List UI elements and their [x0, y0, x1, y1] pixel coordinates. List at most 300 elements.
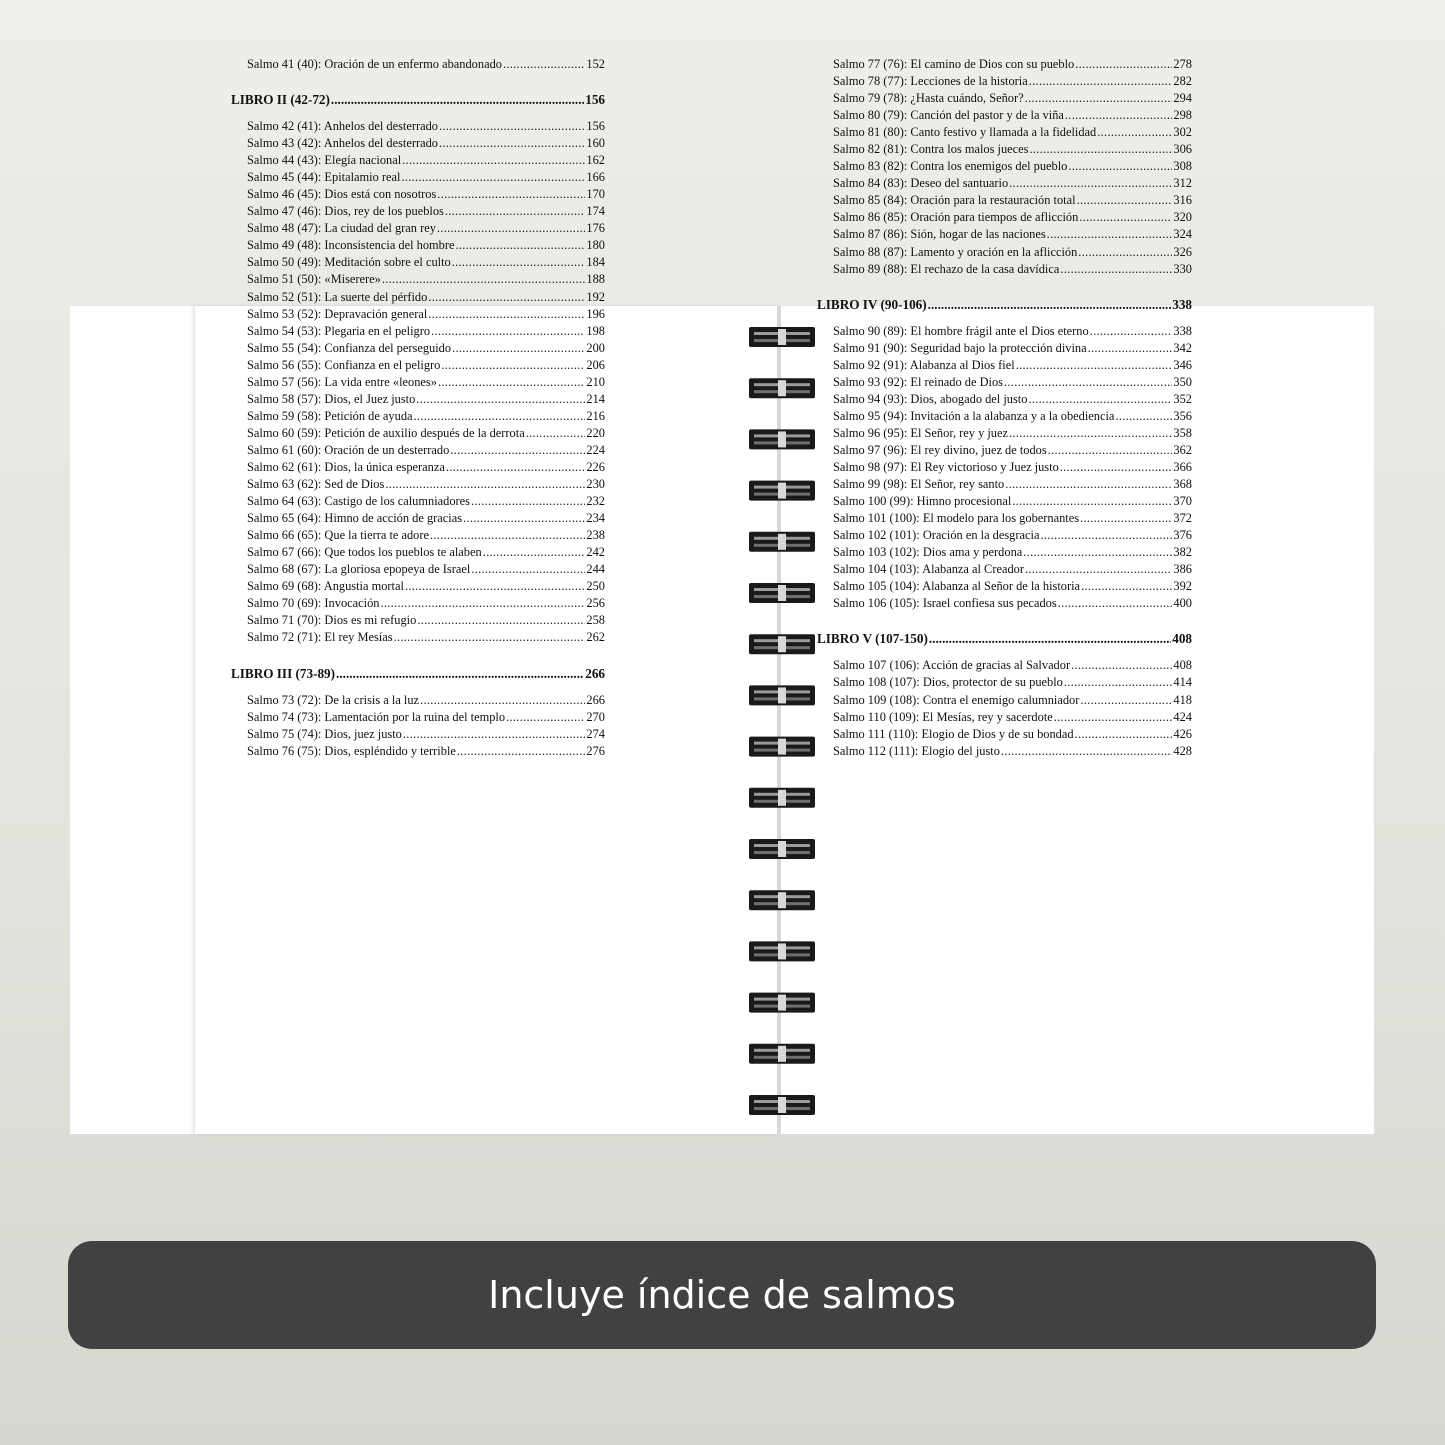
toc-entry-page: 376: [1173, 528, 1192, 543]
dot-leader: [1071, 657, 1172, 674]
toc-entry: [817, 90, 1192, 107]
toc-entry-page: 350: [1173, 374, 1192, 389]
toc-entry-page: 418: [1173, 692, 1192, 707]
toc-entry-label: Salmo 99 (98): El Señor, rey santo: [833, 477, 1005, 492]
dot-leader: [331, 91, 584, 108]
toc-entry-label: Salmo 45 (44): Epitalamio real: [247, 170, 401, 185]
book-heading: [231, 665, 605, 682]
toc-entry: [817, 340, 1192, 357]
toc-entry-label: Salmo 70 (69): Invocación: [247, 596, 380, 611]
toc-entry-label: Salmo 96 (95): El Señor, rey y juez: [833, 425, 1008, 440]
toc-entry: [817, 244, 1192, 261]
toc-entry-label: Salmo 41 (40): Oración de un enfermo abandonado: [247, 57, 502, 71]
toc-entry: [231, 340, 605, 357]
toc-entry: [231, 510, 605, 527]
spiral-coil: [749, 583, 815, 603]
table-of-contents-left: [231, 56, 605, 760]
toc-entry-label: Salmo 58 (57): Dios, el Juez justo: [247, 391, 416, 406]
book-heading-label: LIBRO V (107-150): [817, 631, 928, 647]
toc-entry-label: Salmo 42 (41): Anhelos del desterrado: [247, 119, 438, 134]
toc-entry: [817, 578, 1192, 595]
spiral-coil: [749, 327, 815, 347]
toc-entry: [817, 73, 1192, 90]
toc-entry-label: Salmo 63 (62): Sed de Dios: [247, 477, 385, 492]
toc-entry-page: 330: [1173, 261, 1192, 276]
toc-entry-label: Salmo 91 (90): Seguridad bajo la protección divina: [833, 340, 1087, 355]
toc-entry: [817, 124, 1192, 141]
toc-entry-label: Salmo 74 (73): Lamentación por la ruina del templo: [247, 709, 506, 724]
toc-entry-label: Salmo 55 (54): Confianza del perseguido: [247, 340, 452, 355]
dot-leader: [452, 254, 586, 271]
dot-leader: [1080, 510, 1172, 527]
toc-entry-page: 408: [1173, 658, 1192, 673]
toc-entry-label: Salmo 71 (70): Dios es mi refugio: [247, 613, 417, 628]
toc-entry-page: 188: [586, 272, 605, 287]
spiral-coil: [749, 890, 815, 910]
toc-entry-page: 424: [1173, 709, 1192, 724]
dot-leader: [1005, 476, 1172, 493]
dot-leader: [450, 442, 585, 459]
dot-leader: [506, 709, 585, 726]
toc-entry-page: 170: [586, 187, 605, 202]
toc-entry-page: 226: [586, 459, 605, 474]
toc-entry-page: 258: [586, 613, 605, 628]
toc-entry-label: Salmo 50 (49): Meditación sobre el culto: [247, 255, 451, 270]
toc-entry-page: 426: [1173, 726, 1192, 741]
toc-entry-page: 176: [586, 221, 605, 236]
dot-leader: [1068, 158, 1172, 175]
toc-entry-page: 214: [586, 391, 605, 406]
toc-entry: [817, 391, 1192, 408]
dot-leader: [445, 203, 586, 220]
toc-entry-label: Salmo 72 (71): El rey Mesías: [247, 630, 393, 645]
toc-entry-page: 196: [586, 306, 605, 321]
dot-leader: [471, 561, 585, 578]
toc-entry-label: Salmo 68 (67): La gloriosa epopeya de Israel: [247, 562, 471, 577]
toc-entry-label: Salmo 89 (88): El rechazo de la casa davídica: [833, 261, 1060, 276]
toc-entry-label: Salmo 49 (48): Inconsistencia del hombre: [247, 238, 455, 253]
toc-entry-page: 338: [1173, 323, 1192, 338]
spiral-coil: [749, 1095, 815, 1115]
toc-entry-page: 298: [1173, 108, 1192, 123]
toc-entry-label: Salmo 107 (106): Acción de gracias al Salvador: [833, 658, 1071, 673]
toc-entry: [231, 493, 605, 510]
toc-entry-label: Salmo 69 (68): Angustia mortal: [247, 579, 404, 594]
toc-entry-label: Salmo 93 (92): El reinado de Dios: [833, 374, 1003, 389]
dot-leader: [380, 595, 585, 612]
dot-leader: [1001, 743, 1172, 760]
toc-entry-page: 210: [586, 374, 605, 389]
toc-entry-page: 352: [1173, 391, 1192, 406]
toc-entry: [817, 726, 1192, 743]
toc-entry: [231, 561, 605, 578]
toc-entry: [231, 306, 605, 323]
toc-entry-label: Salmo 97 (96): El rey divino, juez de todos: [833, 442, 1047, 457]
toc-entry-label: Salmo 86 (85): Oración para tiempos de aflicción: [833, 210, 1079, 225]
toc-entry: [817, 56, 1192, 73]
dot-leader: [437, 220, 586, 237]
toc-entry: [817, 493, 1192, 510]
dot-leader: [1077, 192, 1173, 209]
toc-entry-page: 366: [1173, 459, 1192, 474]
toc-entry-page: 362: [1173, 442, 1192, 457]
toc-entry: [817, 374, 1192, 391]
left-back-cover: [70, 306, 195, 1134]
toc-entry: [231, 612, 605, 629]
dot-leader: [928, 296, 1172, 313]
toc-entry: [231, 442, 605, 459]
dot-leader: [1012, 493, 1172, 510]
toc-entry-page: 262: [586, 630, 605, 645]
dot-leader: [1029, 73, 1173, 90]
toc-entry: [231, 743, 605, 760]
spiral-coil: [749, 378, 815, 398]
toc-entry: [231, 203, 605, 220]
toc-entry-label: Salmo 105 (104): Alabanza al Señor de la historia: [833, 579, 1081, 594]
toc-entry: [817, 408, 1192, 425]
toc-entry: [231, 391, 605, 408]
toc-entry: [231, 357, 605, 374]
toc-entry-label: Salmo 78 (77): Lecciones de la historia: [833, 74, 1028, 89]
toc-entry: [817, 261, 1192, 278]
toc-entry-page: 232: [586, 494, 605, 509]
toc-entry-label: Salmo 84 (83): Deseo del santuario: [833, 176, 1009, 191]
caption-banner: [68, 1241, 1376, 1349]
toc-entry-label: Salmo 109 (108): Contra el enemigo calumniador: [833, 692, 1080, 707]
toc-entry: [231, 152, 605, 169]
dot-leader: [1025, 90, 1173, 107]
toc-entry-page: 234: [586, 511, 605, 526]
toc-entry: [817, 743, 1192, 760]
toc-entry-page: 220: [586, 425, 605, 440]
dot-leader: [402, 152, 585, 169]
toc-entry-label: Salmo 44 (43): Elegía nacional: [247, 153, 402, 168]
toc-entry-page: 382: [1173, 545, 1192, 560]
toc-entry-label: Salmo 52 (51): La suerte del pérfido: [247, 289, 428, 304]
dot-leader: [1009, 425, 1172, 442]
dot-leader: [463, 510, 585, 527]
toc-entry-page: 250: [586, 579, 605, 594]
dot-leader: [417, 612, 585, 629]
toc-entry-page: 244: [586, 562, 605, 577]
dot-leader: [1060, 459, 1173, 476]
toc-entry: [817, 561, 1192, 578]
toc-entry-page: 198: [586, 323, 605, 338]
dot-leader: [1078, 244, 1172, 261]
dot-leader: [526, 425, 586, 442]
dot-leader: [1025, 561, 1172, 578]
toc-entry-label: Salmo 62 (61): Dios, la única esperanza: [247, 459, 445, 474]
toc-entry: [817, 459, 1192, 476]
toc-entry-label: Salmo 61 (60): Oración de un desterrado: [247, 442, 450, 457]
toc-entry-page: 174: [586, 204, 605, 219]
book-heading-label: LIBRO III (73-89): [231, 665, 336, 681]
toc-entry-label: Salmo 48 (47): La ciudad del gran rey: [247, 221, 436, 236]
toc-entry: [231, 56, 605, 73]
toc-entry-label: Salmo 94 (93): Dios, abogado del justo: [833, 391, 1028, 406]
toc-entry: [231, 323, 605, 340]
toc-entry: [231, 692, 605, 709]
toc-entry: [817, 657, 1192, 674]
toc-entry-label: Salmo 81 (80): Canto festivo y llamada a la fidelidad: [833, 125, 1097, 140]
toc-entry: [231, 118, 605, 135]
toc-entry: [231, 578, 605, 595]
dot-leader: [1028, 391, 1172, 408]
toc-entry-page: 324: [1173, 227, 1192, 242]
toc-entry-page: 162: [586, 153, 605, 168]
toc-entry: [817, 674, 1192, 691]
toc-entry: [231, 408, 605, 425]
dot-leader: [1009, 175, 1172, 192]
spiral-coil: [749, 634, 815, 654]
toc-entry-label: Salmo 76 (75): Dios, espléndido y terrible: [247, 743, 456, 758]
toc-entry-label: Salmo 77 (76): El camino de Dios con su pueblo: [833, 57, 1075, 71]
toc-entry-label: Salmo 51 (50): «Miserere»: [247, 272, 381, 287]
dot-leader: [403, 726, 586, 743]
dot-leader: [1115, 408, 1172, 425]
dot-leader: [420, 692, 585, 709]
toc-entry: [231, 425, 605, 442]
toc-entry: [231, 527, 605, 544]
toc-entry-page: 346: [1173, 357, 1192, 372]
toc-entry-label: Salmo 98 (97): El Rey victorioso y Juez justo: [833, 459, 1059, 474]
toc-entry: [231, 271, 605, 288]
toc-entry: [817, 107, 1192, 124]
toc-entry-page: 166: [586, 170, 605, 185]
spiral-coil: [749, 993, 815, 1013]
toc-entry: [231, 220, 605, 237]
toc-entry-page: 358: [1173, 425, 1192, 440]
dot-leader: [1088, 340, 1173, 357]
toc-entry-label: Salmo 80 (79): Canción del pastor y de la viña: [833, 108, 1064, 123]
dot-leader: [416, 391, 585, 408]
toc-entry: [231, 237, 605, 254]
toc-entry-label: Salmo 104 (103): Alabanza al Creador: [833, 562, 1024, 577]
toc-entry: [231, 726, 605, 743]
toc-entry-page: 278: [1173, 57, 1192, 71]
toc-entry: [817, 357, 1192, 374]
toc-entry: [817, 442, 1192, 459]
table-of-contents-right: [817, 56, 1192, 760]
toc-entry: [817, 595, 1192, 612]
dot-leader: [1058, 595, 1173, 612]
toc-entry-label: Salmo 57 (56): La vida entre «leones»: [247, 374, 437, 389]
book-heading-label: LIBRO IV (90-106): [817, 296, 927, 312]
dot-leader: [1097, 124, 1172, 141]
toc-entry-page: 270: [586, 709, 605, 724]
book-heading: [817, 630, 1192, 647]
toc-entry-page: 372: [1173, 511, 1192, 526]
toc-entry-label: Salmo 88 (87): Lamento y oración en la aflicción: [833, 244, 1078, 259]
toc-entry-page: 414: [1173, 675, 1192, 690]
dot-leader: [1016, 357, 1173, 374]
toc-entry-page: 200: [586, 340, 605, 355]
toc-entry: [817, 510, 1192, 527]
dot-leader: [1081, 578, 1172, 595]
toc-entry: [231, 186, 605, 203]
toc-entry-page: 320: [1173, 210, 1192, 225]
toc-entry-label: Salmo 110 (109): El Mesías, rey y sacerdote: [833, 709, 1053, 724]
toc-entry-label: Salmo 79 (78): ¿Hasta cuándo, Señor?: [833, 91, 1024, 106]
toc-entry: [817, 141, 1192, 158]
toc-entry: [231, 595, 605, 612]
toc-entry-page: 326: [1173, 244, 1192, 259]
toc-entry-label: Salmo 103 (102): Dios ama y perdona: [833, 545, 1023, 560]
toc-entry-page: 276: [586, 743, 605, 758]
dot-leader: [1075, 56, 1172, 73]
dot-leader: [1064, 674, 1173, 691]
toc-entry-page: 392: [1173, 579, 1192, 594]
toc-entry-page: 368: [1173, 477, 1192, 492]
book-heading-page: 338: [1172, 296, 1192, 312]
toc-entry: [231, 289, 605, 306]
toc-entry-label: Salmo 85 (84): Oración para la restauración total: [833, 193, 1076, 208]
toc-entry: [231, 374, 605, 391]
toc-entry: [817, 209, 1192, 226]
dot-leader: [1048, 442, 1173, 459]
dot-leader: [503, 56, 585, 73]
dot-leader: [428, 289, 585, 306]
toc-entry-page: 316: [1173, 193, 1192, 208]
toc-entry-label: Salmo 106 (105): Israel confiesa sus pecados: [833, 596, 1057, 611]
dot-leader: [457, 743, 586, 760]
dot-leader: [1047, 226, 1173, 243]
toc-entry-label: Salmo 64 (63): Castigo de los calumniadores: [247, 494, 470, 509]
dot-leader: [1080, 692, 1172, 709]
toc-entry-label: Salmo 47 (46): Dios, rey de los pueblos: [247, 204, 444, 219]
dot-leader: [1060, 261, 1172, 278]
dot-leader: [414, 408, 586, 425]
toc-entry: [817, 226, 1192, 243]
toc-entry-page: 206: [586, 357, 605, 372]
dot-leader: [431, 323, 585, 340]
toc-entry-page: 302: [1173, 125, 1192, 140]
toc-entry: [231, 254, 605, 271]
toc-entry-label: Salmo 90 (89): El hombre frágil ante el Dios eterno: [833, 323, 1089, 338]
dot-leader: [446, 459, 586, 476]
toc-entry-page: 184: [586, 255, 605, 270]
toc-entry-label: Salmo 65 (64): Himno de acción de gracias: [247, 511, 463, 526]
toc-entry-page: 400: [1173, 596, 1192, 611]
dot-leader: [1004, 374, 1172, 391]
toc-entry-label: Salmo 54 (53): Plegaria en el peligro: [247, 323, 431, 338]
toc-entry: [817, 175, 1192, 192]
toc-entry: [817, 709, 1192, 726]
toc-entry-page: 266: [586, 692, 605, 707]
dot-leader: [430, 527, 585, 544]
book-heading-page: 408: [1172, 631, 1192, 647]
dot-leader: [401, 169, 585, 186]
spiral-binding: [748, 326, 816, 1126]
toc-entry-page: 224: [586, 442, 605, 457]
toc-entry-label: Salmo 53 (52): Depravación general: [247, 306, 428, 321]
toc-entry-page: 282: [1173, 74, 1192, 89]
toc-entry: [231, 476, 605, 493]
toc-entry-label: Salmo 73 (72): De la crisis a la luz: [247, 692, 420, 707]
toc-entry-page: 152: [586, 57, 605, 71]
spiral-coil: [749, 941, 815, 961]
dot-leader: [456, 237, 586, 254]
dot-leader: [437, 186, 585, 203]
dot-leader: [1079, 209, 1172, 226]
toc-entry-label: Salmo 82 (81): Contra los malos jueces: [833, 142, 1029, 157]
book-heading: [231, 91, 605, 108]
toc-entry: [231, 709, 605, 726]
toc-entry-page: 428: [1173, 743, 1192, 758]
spiral-coil: [749, 429, 815, 449]
toc-entry: [231, 544, 605, 561]
dot-leader: [385, 476, 585, 493]
toc-entry-page: 342: [1173, 340, 1192, 355]
toc-entry-label: Salmo 111 (110): Elogio de Dios y de su bondad: [833, 726, 1074, 741]
book-heading-page: 266: [585, 665, 605, 681]
dot-leader: [471, 493, 585, 510]
toc-entry-page: 274: [586, 726, 605, 741]
toc-entry: [817, 323, 1192, 340]
toc-entry-label: Salmo 83 (82): Contra los enemigos del pueblo: [833, 159, 1068, 174]
spiral-coil: [749, 788, 815, 808]
toc-entry-label: Salmo 87 (86): Sión, hogar de las naciones: [833, 227, 1046, 242]
toc-entry-label: Salmo 67 (66): Que todos los pueblos te alaben: [247, 545, 482, 560]
dot-leader: [439, 135, 585, 152]
toc-entry-page: 192: [586, 289, 605, 304]
toc-entry-page: 306: [1173, 142, 1192, 157]
book-heading: [817, 296, 1192, 313]
toc-entry-page: 242: [586, 545, 605, 560]
toc-entry-page: 312: [1173, 176, 1192, 191]
toc-entry-label: Salmo 102 (101): Oración en la desgracia: [833, 528, 1040, 543]
toc-entry-page: 256: [586, 596, 605, 611]
toc-entry-label: Salmo 95 (94): Invitación a la alabanza y a la obediencia: [833, 408, 1115, 423]
toc-entry-page: 160: [586, 136, 605, 151]
toc-entry-label: Salmo 92 (91): Alabanza al Dios fiel: [833, 357, 1015, 372]
toc-entry: [817, 544, 1192, 561]
spiral-coil: [749, 685, 815, 705]
toc-entry-page: 156: [586, 119, 605, 134]
toc-entry-label: Salmo 101 (100): El modelo para los gobernantes: [833, 511, 1080, 526]
spiral-coil: [749, 1044, 815, 1064]
toc-entry-page: 356: [1173, 408, 1192, 423]
toc-entry: [231, 629, 605, 646]
spiral-coil: [749, 737, 815, 757]
toc-entry-page: 308: [1173, 159, 1192, 174]
dot-leader: [1090, 323, 1173, 340]
dot-leader: [428, 306, 585, 323]
dot-leader: [929, 630, 1171, 647]
book-heading-label: LIBRO II (42-72): [231, 92, 330, 108]
dot-leader: [452, 340, 585, 357]
dot-leader: [438, 374, 585, 391]
toc-entry: [817, 425, 1192, 442]
toc-entry-page: 238: [586, 528, 605, 543]
toc-entry: [817, 192, 1192, 209]
toc-entry-page: 216: [586, 408, 605, 423]
dot-leader: [1065, 107, 1173, 124]
dot-leader: [1075, 726, 1173, 743]
book-heading-page: 156: [585, 92, 605, 108]
toc-entry: [817, 158, 1192, 175]
spiral-coil: [749, 839, 815, 859]
dot-leader: [1040, 527, 1172, 544]
toc-entry: [817, 692, 1192, 709]
spiral-coil: [749, 532, 815, 552]
toc-entry-page: 386: [1173, 562, 1192, 577]
toc-entry: [231, 459, 605, 476]
toc-entry-label: Salmo 60 (59): Petición de auxilio después de la derrota: [247, 425, 525, 440]
toc-entry-label: Salmo 112 (111): Elogio del justo: [833, 743, 1000, 758]
toc-entry: [817, 527, 1192, 544]
toc-entry-page: 180: [586, 238, 605, 253]
